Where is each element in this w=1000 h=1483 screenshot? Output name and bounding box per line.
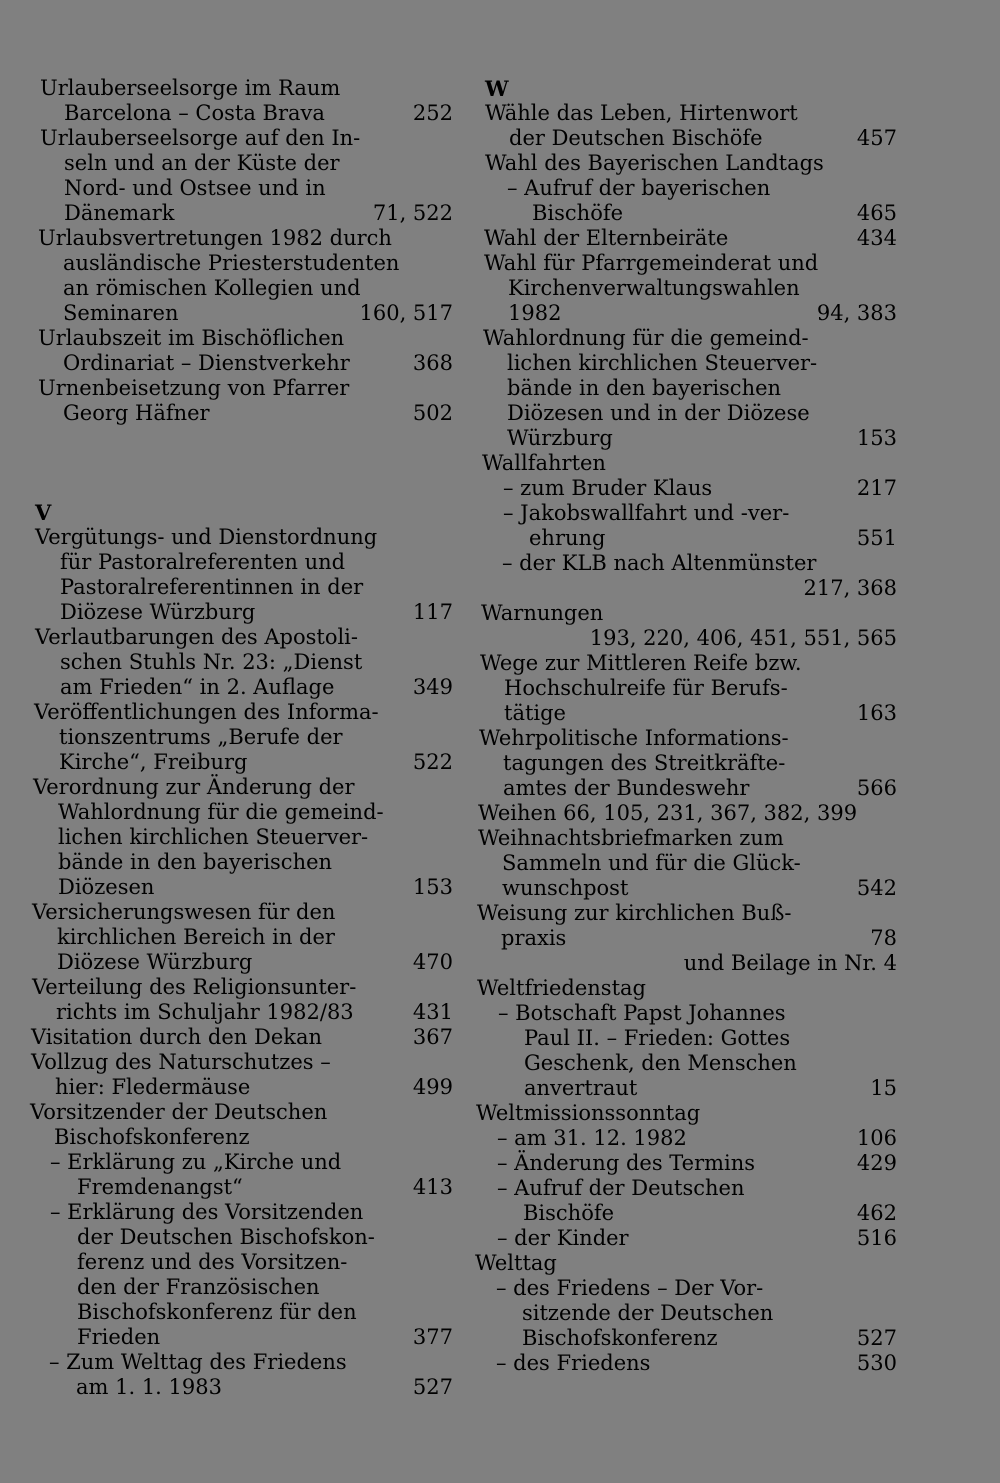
entry-text: Urlaubsvertretungen 1982 durch bbox=[38, 226, 392, 250]
entry-text: Wahlordnung für die gemeind- bbox=[58, 800, 384, 824]
index-line bbox=[30, 900, 455, 925]
page-reference: 566 bbox=[856, 776, 897, 800]
index-line bbox=[474, 1176, 899, 1201]
entry-text: schen Stuhls Nr. 23: „Dienst bbox=[60, 650, 363, 674]
index-line bbox=[474, 826, 899, 851]
entry-text: Wahl des Bayerischen Landtags bbox=[485, 151, 824, 175]
index-line bbox=[474, 251, 899, 276]
entry-text: Veröffentlichungen des Informa- bbox=[34, 700, 379, 724]
index-line bbox=[474, 1126, 899, 1151]
entry-text: Versicherungswesen für den bbox=[32, 900, 336, 924]
index-line bbox=[474, 451, 899, 476]
entry-text: kirchlichen Bereich in der bbox=[57, 925, 335, 949]
index-line bbox=[30, 925, 455, 950]
index-line bbox=[30, 276, 455, 301]
entry-text: der Deutschen Bischofskon- bbox=[77, 1225, 375, 1249]
entry-text: lichen kirchlichen Steuerver- bbox=[58, 825, 369, 849]
entry-text: Verteilung des Religionsunter- bbox=[32, 975, 357, 999]
index-line bbox=[30, 975, 455, 1000]
entry-text: Urlauberseelsorge auf den In- bbox=[40, 126, 361, 150]
entry-text: – Zum Welttag des Friedens bbox=[49, 1350, 347, 1374]
index-line bbox=[30, 126, 455, 151]
index-line bbox=[474, 226, 899, 251]
entry-text: – des Friedens – Der Vor- bbox=[496, 1276, 764, 1300]
entry-text: bände in den bayerischen bbox=[58, 850, 333, 874]
index-line bbox=[474, 1276, 899, 1301]
index-entry bbox=[474, 1101, 899, 1251]
entry-text: für Pastoralreferenten und bbox=[60, 550, 346, 574]
entry-text: – Erklärung zu „Kirche und bbox=[50, 1150, 342, 1174]
index-line bbox=[474, 276, 899, 301]
page-reference: 78 bbox=[870, 926, 897, 950]
entry-text: Wehrpolitische Informations- bbox=[479, 726, 789, 750]
page-reference: 457 bbox=[856, 126, 897, 150]
page-reference: 522 bbox=[412, 750, 453, 774]
index-line bbox=[30, 800, 455, 825]
index-line bbox=[474, 701, 899, 726]
entry-text: Wahl der Elternbeiräte bbox=[484, 226, 729, 250]
index-line bbox=[474, 801, 899, 826]
index-line bbox=[474, 1151, 899, 1176]
page-reference: 217, 368 bbox=[803, 576, 897, 600]
page-reference: 153 bbox=[412, 875, 453, 899]
left-column bbox=[30, 76, 455, 1400]
entry-text: hier: Fledermäuse bbox=[55, 1075, 251, 1099]
index-line bbox=[474, 126, 899, 151]
index-line bbox=[474, 751, 899, 776]
entry-text: Geschenk, den Menschen bbox=[524, 1051, 797, 1075]
page-reference: 106 bbox=[856, 1126, 897, 1150]
page-reference: 530 bbox=[856, 1351, 897, 1375]
index-entry bbox=[474, 651, 899, 726]
index-entry bbox=[474, 326, 899, 451]
index-entry bbox=[474, 826, 899, 901]
entry-text: Kirchenverwaltungswahlen bbox=[508, 276, 800, 300]
entry-text: der Deutschen Bischöfe bbox=[509, 126, 763, 150]
entry-text: – des Friedens bbox=[496, 1351, 651, 1375]
page-reference: 499 bbox=[412, 1075, 453, 1099]
entry-text: richts im Schuljahr 1982/83 bbox=[56, 1000, 354, 1024]
entry-text: Wähle das Leben, Hirtenwort bbox=[485, 101, 798, 125]
index-line bbox=[30, 1200, 455, 1225]
entry-text: – der Kinder bbox=[497, 1226, 629, 1250]
index-line bbox=[30, 376, 455, 401]
index-line bbox=[30, 1100, 455, 1125]
index-line bbox=[30, 550, 455, 575]
entry-text: Kirche“, Freiburg bbox=[59, 750, 248, 774]
index-line bbox=[30, 525, 455, 550]
index-entry bbox=[474, 251, 899, 326]
index-line bbox=[30, 1175, 455, 1200]
entry-text: praxis bbox=[501, 926, 567, 950]
entry-text: Nord- und Ostsee und in bbox=[64, 176, 326, 200]
page-reference: 413 bbox=[412, 1175, 453, 1199]
index-line bbox=[474, 301, 899, 326]
entry-text: seln und an der Küste der bbox=[64, 151, 340, 175]
entry-text: Weltfriedenstag bbox=[477, 976, 646, 1000]
section-letter: W bbox=[485, 76, 509, 101]
entry-text: – Aufruf der bayerischen bbox=[507, 176, 771, 200]
index-line bbox=[30, 176, 455, 201]
index-line bbox=[474, 1076, 899, 1101]
section-gap bbox=[30, 426, 455, 500]
entry-text: anvertraut bbox=[524, 1076, 638, 1100]
entry-text: – Jakobswallfahrt und -ver- bbox=[503, 501, 790, 525]
index-line bbox=[474, 376, 899, 401]
index-entry bbox=[30, 326, 455, 376]
entry-text: 1982 bbox=[508, 301, 562, 325]
page-reference: 431 bbox=[412, 1000, 453, 1024]
page-reference: 163 bbox=[856, 701, 897, 725]
index-line bbox=[30, 226, 455, 251]
index-entry bbox=[474, 601, 899, 651]
entry-text: Hochschulreife für Berufs- bbox=[504, 676, 788, 700]
index-line bbox=[474, 1026, 899, 1051]
index-line bbox=[30, 201, 455, 226]
entry-text: Bischöfe bbox=[532, 201, 624, 225]
page-reference: 527 bbox=[412, 1375, 453, 1399]
index-line bbox=[30, 825, 455, 850]
index-line bbox=[30, 1275, 455, 1300]
index-line bbox=[30, 1325, 455, 1350]
index-line bbox=[474, 926, 899, 951]
index-line bbox=[474, 426, 899, 451]
entry-text: – zum Bruder Klaus bbox=[503, 476, 713, 500]
entry-text: Bischofskonferenz bbox=[522, 1326, 718, 1350]
entry-text: Frieden bbox=[77, 1325, 161, 1349]
page-reference: 368 bbox=[412, 351, 453, 375]
page-reference: 465 bbox=[856, 201, 897, 225]
index-line bbox=[474, 151, 899, 176]
page-reference: 516 bbox=[856, 1226, 897, 1250]
entry-text: Dänemark bbox=[64, 201, 175, 225]
page-reference: 193, 220, 406, 451, 551, 565 bbox=[589, 626, 897, 650]
entry-text: amtes der Bundeswehr bbox=[503, 776, 750, 800]
index-line bbox=[30, 1000, 455, 1025]
index-line bbox=[30, 1025, 455, 1050]
entry-text: Bischöfe bbox=[523, 1201, 615, 1225]
entry-text: – Aufruf der Deutschen bbox=[497, 1176, 745, 1200]
page-reference: 527 bbox=[856, 1326, 897, 1350]
entry-text: Wege zur Mittleren Reife bzw. bbox=[480, 651, 802, 675]
entry-text: den der Französischen bbox=[77, 1275, 320, 1299]
index-entry bbox=[30, 376, 455, 426]
index-line bbox=[30, 1300, 455, 1325]
index-line bbox=[30, 700, 455, 725]
index-entry bbox=[474, 226, 899, 251]
index-line bbox=[30, 1075, 455, 1100]
entry-text: Pastoralreferentinnen in der bbox=[60, 575, 364, 599]
entry-text: Vollzug des Naturschutzes – bbox=[31, 1050, 331, 1074]
entry-text: Welttag bbox=[475, 1251, 557, 1275]
entry-text: – Erklärung des Vorsitzenden bbox=[50, 1200, 364, 1224]
index-entry bbox=[474, 726, 899, 801]
entry-text: wunschpost bbox=[502, 876, 629, 900]
index-line bbox=[474, 1226, 899, 1251]
index-line bbox=[474, 351, 899, 376]
entry-text: – Änderung des Termins bbox=[497, 1151, 756, 1175]
page-reference: 160, 517 bbox=[359, 301, 453, 325]
entry-text: lichen kirchlichen Steuerver- bbox=[507, 351, 818, 375]
index-entry bbox=[474, 1251, 899, 1376]
index-line bbox=[474, 776, 899, 801]
index-line bbox=[474, 976, 899, 1001]
entry-text: tätige bbox=[504, 701, 566, 725]
entry-text: – der KLB nach Altenmünster bbox=[502, 551, 817, 575]
entry-text: Bischofskonferenz für den bbox=[77, 1300, 357, 1324]
page-reference: 349 bbox=[412, 675, 453, 699]
entry-text: Wahlordnung für die gemeind- bbox=[483, 326, 809, 350]
index-entry bbox=[30, 1025, 455, 1050]
index-entry bbox=[30, 1100, 455, 1400]
entry-text: Vergütungs- und Dienstordnung bbox=[35, 525, 378, 549]
index-line bbox=[30, 675, 455, 700]
index-line bbox=[30, 1375, 455, 1400]
index-line bbox=[30, 625, 455, 650]
page-reference: 15 bbox=[870, 1076, 897, 1100]
index-entry bbox=[30, 700, 455, 775]
entry-text: Weihnachtsbriefmarken zum bbox=[478, 826, 784, 850]
index-line bbox=[474, 1101, 899, 1126]
page-reference: 429 bbox=[856, 1151, 897, 1175]
page-reference: 462 bbox=[856, 1201, 897, 1225]
index-line bbox=[474, 201, 899, 226]
entry-text: Sammeln und für die Glück- bbox=[502, 851, 801, 875]
index-line bbox=[30, 401, 455, 426]
entry-text: Urlauberseelsorge im Raum bbox=[40, 76, 341, 100]
entry-text: Diözese Würzburg bbox=[60, 600, 256, 624]
index-entry bbox=[30, 625, 455, 700]
index-line bbox=[474, 501, 899, 526]
index-line bbox=[30, 1125, 455, 1150]
index-line bbox=[474, 476, 899, 501]
index-line bbox=[474, 1326, 899, 1351]
index-line bbox=[474, 626, 899, 651]
index-line bbox=[30, 1250, 455, 1275]
index-line bbox=[474, 901, 899, 926]
entry-text: Weltmissionssonntag bbox=[476, 1101, 701, 1125]
index-line bbox=[30, 1350, 455, 1375]
entry-text: ehrung bbox=[529, 526, 606, 550]
index-line bbox=[474, 601, 899, 626]
entry-text: tionszentrums „Berufe der bbox=[59, 725, 343, 749]
index-entry bbox=[474, 101, 899, 151]
entry-text: an römischen Kollegien und bbox=[63, 276, 361, 300]
page-reference: 377 bbox=[412, 1325, 453, 1349]
index-line bbox=[474, 401, 899, 426]
index-line bbox=[30, 575, 455, 600]
index-line bbox=[30, 251, 455, 276]
index-line bbox=[30, 950, 455, 975]
entry-text: ferenz und des Vorsitzen- bbox=[77, 1250, 348, 1274]
entry-text: Weisung zur kirchlichen Buß- bbox=[477, 901, 792, 925]
page-reference: 252 bbox=[412, 101, 453, 125]
entry-text: Würzburg bbox=[507, 426, 613, 450]
entry-text: Urnenbeisetzung von Pfarrer bbox=[38, 376, 350, 400]
index-line bbox=[30, 301, 455, 326]
page-reference: 117 bbox=[412, 600, 453, 624]
entry-text: Wahl für Pfarrgemeinderat und bbox=[484, 251, 819, 275]
entry-text: Verordnung zur Änderung der bbox=[33, 775, 355, 799]
index-line bbox=[474, 851, 899, 876]
entry-text: Paul II. – Frieden: Gottes bbox=[524, 1026, 791, 1050]
index-entry bbox=[474, 151, 899, 226]
index-line bbox=[30, 650, 455, 675]
page-reference: 502 bbox=[412, 401, 453, 425]
index-line bbox=[474, 576, 899, 601]
index-line bbox=[474, 676, 899, 701]
index-entry bbox=[30, 76, 455, 126]
index-line bbox=[474, 951, 899, 976]
entry-text: Urlaubszeit im Bischöflichen bbox=[38, 326, 345, 350]
index-entry bbox=[30, 1050, 455, 1100]
index-line bbox=[474, 1001, 899, 1026]
index-line bbox=[30, 76, 455, 101]
index-line bbox=[474, 101, 899, 126]
right-column bbox=[474, 76, 899, 1376]
entry-text: Verlautbarungen des Apostoli- bbox=[35, 625, 358, 649]
entry-text: sitzende der Deutschen bbox=[522, 1301, 774, 1325]
entry-text: Weihen 66, 105, 231, 367, 382, 399 bbox=[478, 801, 858, 825]
page-reference: 71, 522 bbox=[372, 201, 453, 225]
index-line bbox=[30, 725, 455, 750]
section-letter: V bbox=[35, 500, 52, 525]
entry-text: Bischofskonferenz bbox=[54, 1125, 250, 1149]
index-entry bbox=[474, 451, 899, 601]
entry-text: Vorsitzender der Deutschen bbox=[30, 1100, 328, 1124]
entry-text: tagungen des Streitkräfte- bbox=[503, 751, 786, 775]
index-line bbox=[474, 1351, 899, 1376]
entry-text: – Botschaft Papst Johannes bbox=[498, 1001, 786, 1025]
entry-text: Warnungen bbox=[481, 601, 604, 625]
index-line bbox=[30, 1225, 455, 1250]
entry-text: Barcelona – Costa Brava bbox=[64, 101, 325, 125]
entry-text: Diözesen bbox=[58, 875, 155, 899]
index-entry bbox=[30, 126, 455, 226]
index-entry bbox=[474, 976, 899, 1101]
entry-text: Diözese Würzburg bbox=[57, 950, 253, 974]
entry-text: bände in den bayerischen bbox=[507, 376, 782, 400]
index-line bbox=[474, 326, 899, 351]
page-reference: 542 bbox=[856, 876, 897, 900]
index-entry bbox=[30, 226, 455, 326]
page-reference: und Beilage in Nr. 4 bbox=[683, 951, 897, 975]
index-line bbox=[474, 876, 899, 901]
index-line bbox=[30, 850, 455, 875]
entry-text: – am 31. 12. 1982 bbox=[497, 1126, 687, 1150]
entry-text: am 1. 1. 1983 bbox=[76, 1375, 222, 1399]
page-reference: 470 bbox=[412, 950, 453, 974]
index-line bbox=[30, 750, 455, 775]
index-line bbox=[30, 1050, 455, 1075]
index-line bbox=[30, 1150, 455, 1175]
entry-text: Ordinariat – Dienstverkehr bbox=[63, 351, 350, 375]
index-line bbox=[30, 151, 455, 176]
entry-text: Wallfahrten bbox=[482, 451, 606, 475]
index-entry bbox=[30, 900, 455, 975]
index-entry bbox=[474, 901, 899, 976]
index-line bbox=[474, 1251, 899, 1276]
index-line bbox=[30, 875, 455, 900]
index-line bbox=[474, 1051, 899, 1076]
index-line bbox=[474, 1301, 899, 1326]
index-line bbox=[30, 351, 455, 376]
entry-text: Diözesen und in der Diözese bbox=[507, 401, 810, 425]
page-reference: 367 bbox=[412, 1025, 453, 1049]
page-reference: 217 bbox=[856, 476, 897, 500]
page-reference: 551 bbox=[856, 526, 897, 550]
index-entry bbox=[30, 975, 455, 1025]
index-entry bbox=[30, 775, 455, 900]
index-line bbox=[30, 600, 455, 625]
index-line bbox=[474, 551, 899, 576]
index-line bbox=[474, 651, 899, 676]
entry-text: Visitation durch den Dekan bbox=[31, 1025, 323, 1049]
index-line bbox=[30, 775, 455, 800]
entry-text: Fremdenangst“ bbox=[77, 1175, 243, 1199]
index-line bbox=[474, 176, 899, 201]
index-entry bbox=[474, 801, 899, 826]
entry-text: Seminaren bbox=[63, 301, 179, 325]
index-line bbox=[30, 101, 455, 126]
page-reference: 153 bbox=[856, 426, 897, 450]
entry-text: ausländische Priesterstudenten bbox=[63, 251, 400, 275]
index-line bbox=[474, 726, 899, 751]
index-entry bbox=[30, 525, 455, 625]
entry-text: Georg Häfner bbox=[63, 401, 210, 425]
index-line bbox=[474, 526, 899, 551]
entry-text: am Frieden“ in 2. Auflage bbox=[60, 675, 335, 699]
index-line bbox=[30, 326, 455, 351]
page-reference: 94, 383 bbox=[816, 301, 897, 325]
index-line bbox=[474, 1201, 899, 1226]
page-reference: 434 bbox=[856, 226, 897, 250]
